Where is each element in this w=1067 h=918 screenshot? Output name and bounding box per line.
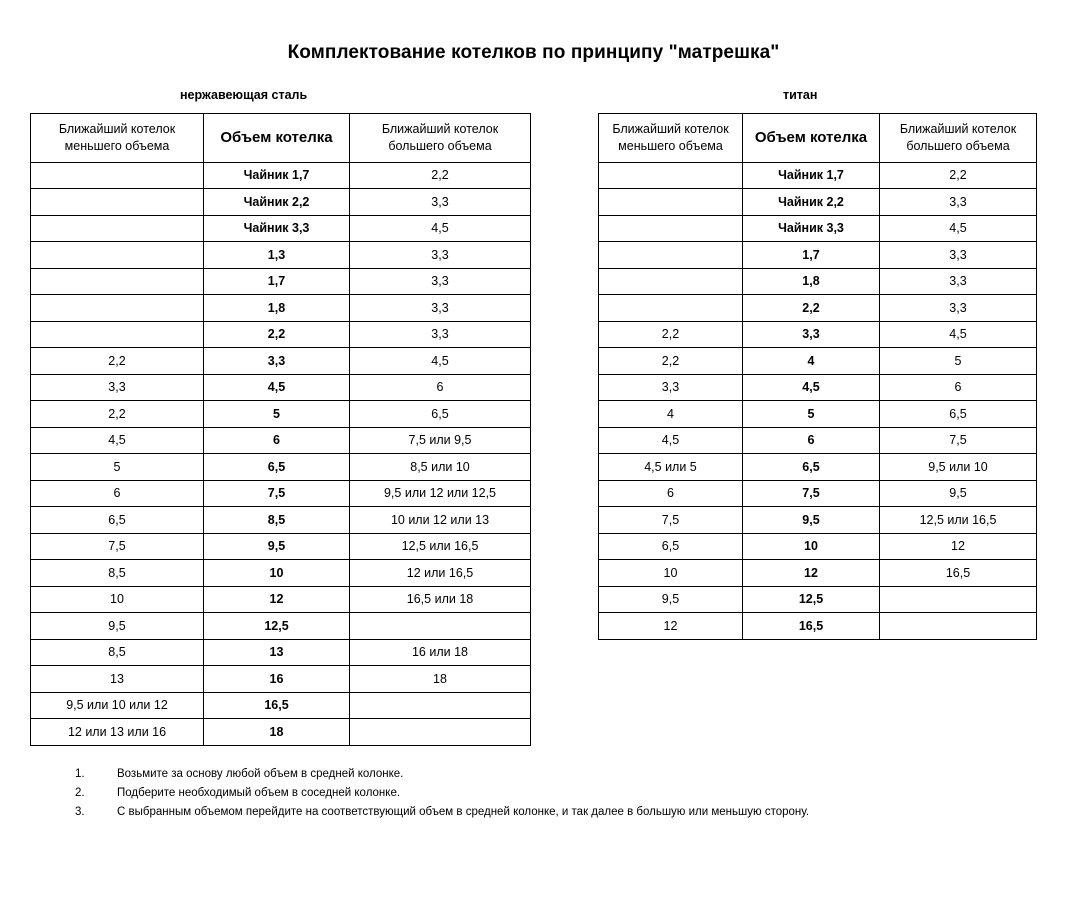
- cell-volume: 1,3: [204, 242, 350, 269]
- table-block-stainless: [30, 88, 530, 746]
- cell-larger-volume: 6,5: [880, 401, 1037, 428]
- table-row: [599, 374, 1037, 401]
- cell-larger-volume: 3,3: [350, 321, 531, 348]
- note-item: [75, 806, 1067, 818]
- cell-volume: Чайник 3,3: [204, 215, 350, 242]
- cell-larger-volume: 3,3: [880, 295, 1037, 322]
- cell-smaller-volume: 3,3: [599, 374, 743, 401]
- cell-larger-volume: 4,5: [350, 215, 531, 242]
- table-row: [31, 480, 531, 507]
- cell-smaller-volume: 9,5: [31, 613, 204, 640]
- table-row: [31, 215, 531, 242]
- cell-volume: 16,5: [743, 613, 880, 640]
- header-smaller-volume: Ближайший котелок меньшего объема: [31, 114, 204, 163]
- header-volume: Объем котелка: [743, 114, 880, 163]
- cell-volume: 9,5: [204, 533, 350, 560]
- cell-smaller-volume: 10: [31, 586, 204, 613]
- cell-larger-volume: 6,5: [350, 401, 531, 428]
- notes-list: [0, 768, 1067, 818]
- cell-volume: 12: [204, 586, 350, 613]
- header-smaller-volume: Ближайший котелок меньшего объема: [599, 114, 743, 163]
- cell-smaller-volume: [599, 215, 743, 242]
- cell-volume: 4: [743, 348, 880, 375]
- note-text: С выбранным объемом перейдите на соответствующий объем в средней колонке, и так далее в большую или меньшую сторону.: [117, 805, 810, 818]
- table-row: [599, 507, 1037, 534]
- cell-larger-volume: 2,2: [350, 162, 531, 189]
- cell-larger-volume: 4,5: [880, 321, 1037, 348]
- table-row: [599, 480, 1037, 507]
- cell-larger-volume: 9,5 или 12 или 12,5: [350, 480, 531, 507]
- cell-smaller-volume: [599, 242, 743, 269]
- cell-smaller-volume: 8,5: [31, 639, 204, 666]
- cell-smaller-volume: [31, 189, 204, 216]
- table-body-titanium: [599, 162, 1037, 639]
- cell-volume: Чайник 2,2: [743, 189, 880, 216]
- cell-smaller-volume: 4,5: [599, 427, 743, 454]
- cell-smaller-volume: [31, 321, 204, 348]
- table-row: [599, 162, 1037, 189]
- cell-smaller-volume: [31, 295, 204, 322]
- cell-larger-volume: 3,3: [880, 268, 1037, 295]
- cell-smaller-volume: 2,2: [599, 348, 743, 375]
- table-row: [31, 560, 531, 587]
- table-row: [31, 639, 531, 666]
- cell-volume: 18: [204, 719, 350, 746]
- table-row: [599, 401, 1037, 428]
- cell-larger-volume: 18: [350, 666, 531, 693]
- cell-larger-volume: [350, 692, 531, 719]
- cell-volume: 7,5: [204, 480, 350, 507]
- table-row: [599, 613, 1037, 640]
- table-block-titanium: [598, 88, 1036, 746]
- cell-larger-volume: 12: [880, 533, 1037, 560]
- cell-smaller-volume: 4,5: [31, 427, 204, 454]
- cell-smaller-volume: 2,2: [31, 348, 204, 375]
- table-row: [599, 427, 1037, 454]
- table-row: [599, 586, 1037, 613]
- cell-larger-volume: 10 или 12 или 13: [350, 507, 531, 534]
- note-number: 1.: [75, 767, 85, 780]
- cell-larger-volume: 16,5 или 18: [350, 586, 531, 613]
- table-row: [599, 295, 1037, 322]
- cell-larger-volume: 7,5 или 9,5: [350, 427, 531, 454]
- cell-volume: 1,7: [204, 268, 350, 295]
- cell-larger-volume: 16,5: [880, 560, 1037, 587]
- table-stainless: [30, 113, 531, 746]
- cell-smaller-volume: 12: [599, 613, 743, 640]
- cell-larger-volume: 3,3: [880, 242, 1037, 269]
- cell-smaller-volume: 7,5: [31, 533, 204, 560]
- note-item: [75, 768, 1067, 780]
- header-larger-volume: Ближайший котелок большего объема: [350, 114, 531, 163]
- cell-larger-volume: 8,5 или 10: [350, 454, 531, 481]
- table-row: [31, 507, 531, 534]
- table-row: [31, 268, 531, 295]
- cell-volume: 16,5: [204, 692, 350, 719]
- note-number: 3.: [75, 805, 85, 818]
- table-row: [31, 242, 531, 269]
- cell-larger-volume: [880, 586, 1037, 613]
- cell-volume: 6,5: [743, 454, 880, 481]
- cell-larger-volume: 7,5: [880, 427, 1037, 454]
- table-row: [599, 348, 1037, 375]
- cell-larger-volume: 3,3: [350, 189, 531, 216]
- table-row: [31, 454, 531, 481]
- cell-smaller-volume: 8,5: [31, 560, 204, 587]
- cell-smaller-volume: 6,5: [599, 533, 743, 560]
- section-label-stainless: нержавеющая сталь: [180, 88, 308, 102]
- cell-volume: 3,3: [204, 348, 350, 375]
- table-row: [599, 215, 1037, 242]
- page-title: Комплектование котелков по принципу "матрешка": [287, 42, 780, 63]
- table-row: [31, 719, 531, 746]
- cell-volume: Чайник 3,3: [743, 215, 880, 242]
- cell-larger-volume: 16 или 18: [350, 639, 531, 666]
- cell-larger-volume: 3,3: [350, 295, 531, 322]
- note-number: 2.: [75, 786, 85, 799]
- cell-smaller-volume: 9,5: [599, 586, 743, 613]
- section-label-titanium: титан: [783, 88, 818, 102]
- header-volume: Объем котелка: [204, 114, 350, 163]
- cell-volume: 6: [743, 427, 880, 454]
- cell-smaller-volume: 5: [31, 454, 204, 481]
- table-row: [31, 613, 531, 640]
- cell-smaller-volume: [599, 162, 743, 189]
- cell-volume: 6,5: [204, 454, 350, 481]
- cell-volume: 16: [204, 666, 350, 693]
- table-row: [599, 533, 1037, 560]
- cell-larger-volume: 4,5: [880, 215, 1037, 242]
- cell-volume: 4,5: [204, 374, 350, 401]
- note-text: Возьмите за основу любой объем в средней колонке.: [117, 767, 404, 780]
- cell-larger-volume: 9,5: [880, 480, 1037, 507]
- cell-smaller-volume: 7,5: [599, 507, 743, 534]
- table-row: [31, 692, 531, 719]
- cell-larger-volume: 3,3: [880, 189, 1037, 216]
- cell-volume: 6: [204, 427, 350, 454]
- cell-larger-volume: 2,2: [880, 162, 1037, 189]
- cell-smaller-volume: [31, 162, 204, 189]
- cell-smaller-volume: 12 или 13 или 16: [31, 719, 204, 746]
- cell-volume: 12,5: [204, 613, 350, 640]
- cell-volume: 10: [204, 560, 350, 587]
- table-row: [599, 454, 1037, 481]
- cell-larger-volume: [880, 613, 1037, 640]
- table-row: [599, 268, 1037, 295]
- cell-volume: 2,2: [743, 295, 880, 322]
- cell-smaller-volume: 10: [599, 560, 743, 587]
- cell-smaller-volume: [31, 242, 204, 269]
- table-row: [31, 295, 531, 322]
- cell-larger-volume: 6: [880, 374, 1037, 401]
- cell-smaller-volume: 2,2: [599, 321, 743, 348]
- cell-smaller-volume: 4,5 или 5: [599, 454, 743, 481]
- table-titanium: [598, 113, 1037, 640]
- cell-smaller-volume: [599, 268, 743, 295]
- cell-volume: 9,5: [743, 507, 880, 534]
- table-row: [599, 189, 1037, 216]
- table-row: [599, 560, 1037, 587]
- note-text: Подберите необходимый объем в соседней колонке.: [117, 786, 401, 799]
- cell-volume: 3,3: [743, 321, 880, 348]
- table-row: [31, 321, 531, 348]
- cell-larger-volume: 3,3: [350, 242, 531, 269]
- cell-volume: Чайник 2,2: [204, 189, 350, 216]
- header-larger-volume: Ближайший котелок большего объема: [880, 114, 1037, 163]
- cell-larger-volume: 12,5 или 16,5: [880, 507, 1037, 534]
- cell-smaller-volume: 6,5: [31, 507, 204, 534]
- cell-larger-volume: 4,5: [350, 348, 531, 375]
- cell-smaller-volume: 9,5 или 10 или 12: [31, 692, 204, 719]
- table-row: [599, 321, 1037, 348]
- cell-smaller-volume: 4: [599, 401, 743, 428]
- table-header-row: [599, 114, 1037, 163]
- cell-larger-volume: 9,5 или 10: [880, 454, 1037, 481]
- cell-larger-volume: 5: [880, 348, 1037, 375]
- cell-smaller-volume: 2,2: [31, 401, 204, 428]
- cell-smaller-volume: 13: [31, 666, 204, 693]
- cell-smaller-volume: [31, 215, 204, 242]
- cell-volume: Чайник 1,7: [743, 162, 880, 189]
- table-row: [31, 533, 531, 560]
- cell-smaller-volume: 6: [599, 480, 743, 507]
- cell-volume: 5: [204, 401, 350, 428]
- cell-larger-volume: [350, 613, 531, 640]
- cell-smaller-volume: 6: [31, 480, 204, 507]
- cell-larger-volume: 6: [350, 374, 531, 401]
- cell-larger-volume: 12,5 или 16,5: [350, 533, 531, 560]
- cell-smaller-volume: [599, 295, 743, 322]
- cell-smaller-volume: 3,3: [31, 374, 204, 401]
- cell-volume: 12,5: [743, 586, 880, 613]
- table-row: [31, 401, 531, 428]
- cell-volume: 1,7: [743, 242, 880, 269]
- cell-volume: 5: [743, 401, 880, 428]
- cell-volume: 4,5: [743, 374, 880, 401]
- cell-volume: 1,8: [743, 268, 880, 295]
- table-row: [31, 162, 531, 189]
- cell-volume: 12: [743, 560, 880, 587]
- cell-volume: 13: [204, 639, 350, 666]
- cell-smaller-volume: [599, 189, 743, 216]
- cell-volume: 8,5: [204, 507, 350, 534]
- cell-volume: 7,5: [743, 480, 880, 507]
- table-row: [31, 666, 531, 693]
- tables-gap: [530, 88, 598, 746]
- table-row: [31, 586, 531, 613]
- table-row: [31, 348, 531, 375]
- cell-volume: Чайник 1,7: [204, 162, 350, 189]
- cell-smaller-volume: [31, 268, 204, 295]
- cell-larger-volume: 12 или 16,5: [350, 560, 531, 587]
- table-body-stainless: [31, 162, 531, 745]
- table-row: [31, 374, 531, 401]
- cell-volume: 1,8: [204, 295, 350, 322]
- table-row: [31, 189, 531, 216]
- cell-larger-volume: [350, 719, 531, 746]
- table-header-row: [31, 114, 531, 163]
- cell-larger-volume: 3,3: [350, 268, 531, 295]
- table-row: [31, 427, 531, 454]
- tables-container: [0, 88, 1067, 746]
- cell-volume: 2,2: [204, 321, 350, 348]
- table-row: [599, 242, 1037, 269]
- note-item: [75, 787, 1067, 799]
- cell-volume: 10: [743, 533, 880, 560]
